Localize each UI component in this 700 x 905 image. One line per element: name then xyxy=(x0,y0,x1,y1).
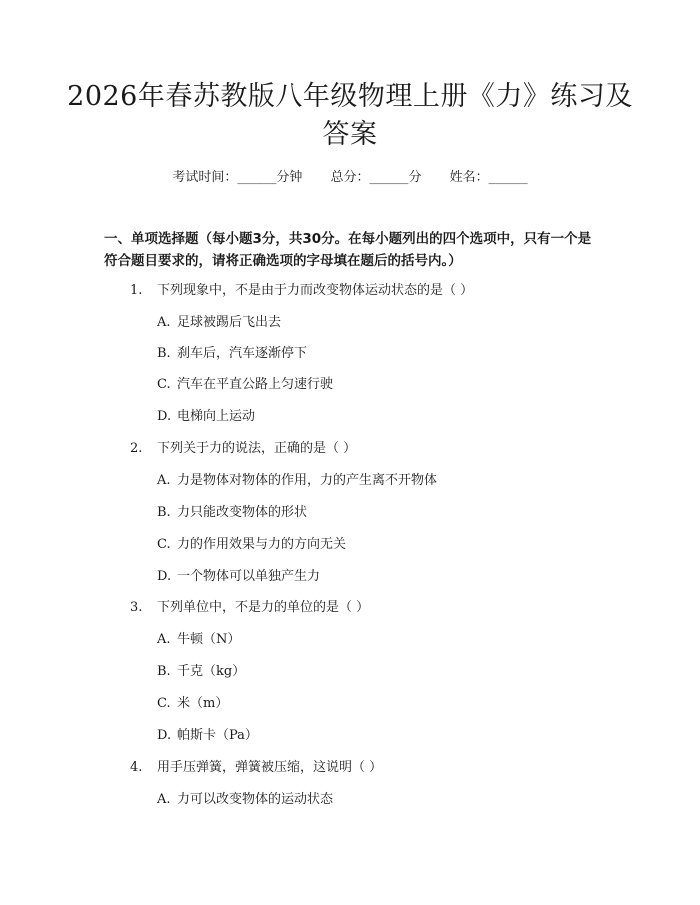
option-text: 力是物体对物体的作用，力的产生离不开物体 xyxy=(177,473,438,488)
option-3-a xyxy=(157,630,240,650)
question-3 xyxy=(130,598,369,618)
question-number: 1. xyxy=(130,283,143,298)
question-1 xyxy=(130,281,473,301)
question-number: 2. xyxy=(130,441,143,456)
option-letter: C. xyxy=(157,537,171,552)
option-2-a xyxy=(157,471,437,491)
option-text: 千克（kg） xyxy=(177,664,246,679)
total-score-field: 总分：______分 xyxy=(330,170,422,185)
option-letter: A. xyxy=(157,632,171,647)
option-3-b xyxy=(157,662,245,682)
question-text: 用手压弹簧，弹簧被压缩，这说明（ ） xyxy=(157,760,383,775)
document-title: 2026年春苏教版八年级物理上册《力》练习及答案 xyxy=(67,81,633,150)
option-4-a xyxy=(157,790,333,810)
option-1-c xyxy=(157,375,333,395)
option-letter: A. xyxy=(157,473,171,488)
question-text: 下列关于力的说法，正确的是（ ） xyxy=(157,441,357,456)
question-text: 下列单位中，不是力的单位的是（ ） xyxy=(157,600,370,615)
student-name-field: 姓名：______ xyxy=(449,170,528,185)
option-3-c xyxy=(157,694,228,714)
question-text: 下列现象中，不是由于力而改变物体运动状态的是（ ） xyxy=(157,283,474,298)
option-letter: D. xyxy=(157,409,172,424)
option-text: 力可以改变物体的运动状态 xyxy=(177,792,334,807)
option-text: 米（m） xyxy=(177,696,229,711)
option-text: 汽车在平直公路上匀速行驶 xyxy=(177,377,334,392)
option-letter: C. xyxy=(157,696,171,711)
option-letter: B. xyxy=(157,664,171,679)
section-heading: 一、单项选择题（每小题3分，共30分。在每小题列出的四个选项中，只有一个是符合题目要求的，请将正确选项的字母填在题后的括号内。） xyxy=(104,231,592,269)
option-1-b xyxy=(157,344,307,364)
exam-time-field: 考试时间：______分钟 xyxy=(172,170,303,185)
option-letter: A. xyxy=(157,315,171,330)
option-1-d xyxy=(157,407,255,427)
option-letter: D. xyxy=(157,728,172,743)
option-text: 一个物体可以单独产生力 xyxy=(177,569,321,584)
question-number: 3. xyxy=(130,600,143,615)
option-letter: B. xyxy=(157,505,171,520)
option-text: 足球被踢后飞出去 xyxy=(177,315,282,330)
option-2-d xyxy=(157,567,320,587)
option-letter: C. xyxy=(157,377,171,392)
option-1-a xyxy=(157,313,281,333)
option-letter: A. xyxy=(157,792,171,807)
option-text: 帕斯卡（Pa） xyxy=(177,728,258,743)
question-4 xyxy=(130,758,382,778)
option-text: 电梯向上运动 xyxy=(177,409,256,424)
option-2-b xyxy=(157,503,307,523)
exam-meta xyxy=(0,168,700,188)
option-2-c xyxy=(157,535,346,555)
option-text: 刹车后，汽车逐渐停下 xyxy=(177,346,308,361)
option-letter: B. xyxy=(157,346,171,361)
option-text: 力的作用效果与力的方向无关 xyxy=(177,537,347,552)
option-text: 力只能改变物体的形状 xyxy=(177,505,308,520)
question-number: 4. xyxy=(130,760,143,775)
option-3-d xyxy=(157,726,258,746)
question-2 xyxy=(130,439,356,459)
option-text: 牛顿（N） xyxy=(177,632,241,647)
option-letter: D. xyxy=(157,569,172,584)
